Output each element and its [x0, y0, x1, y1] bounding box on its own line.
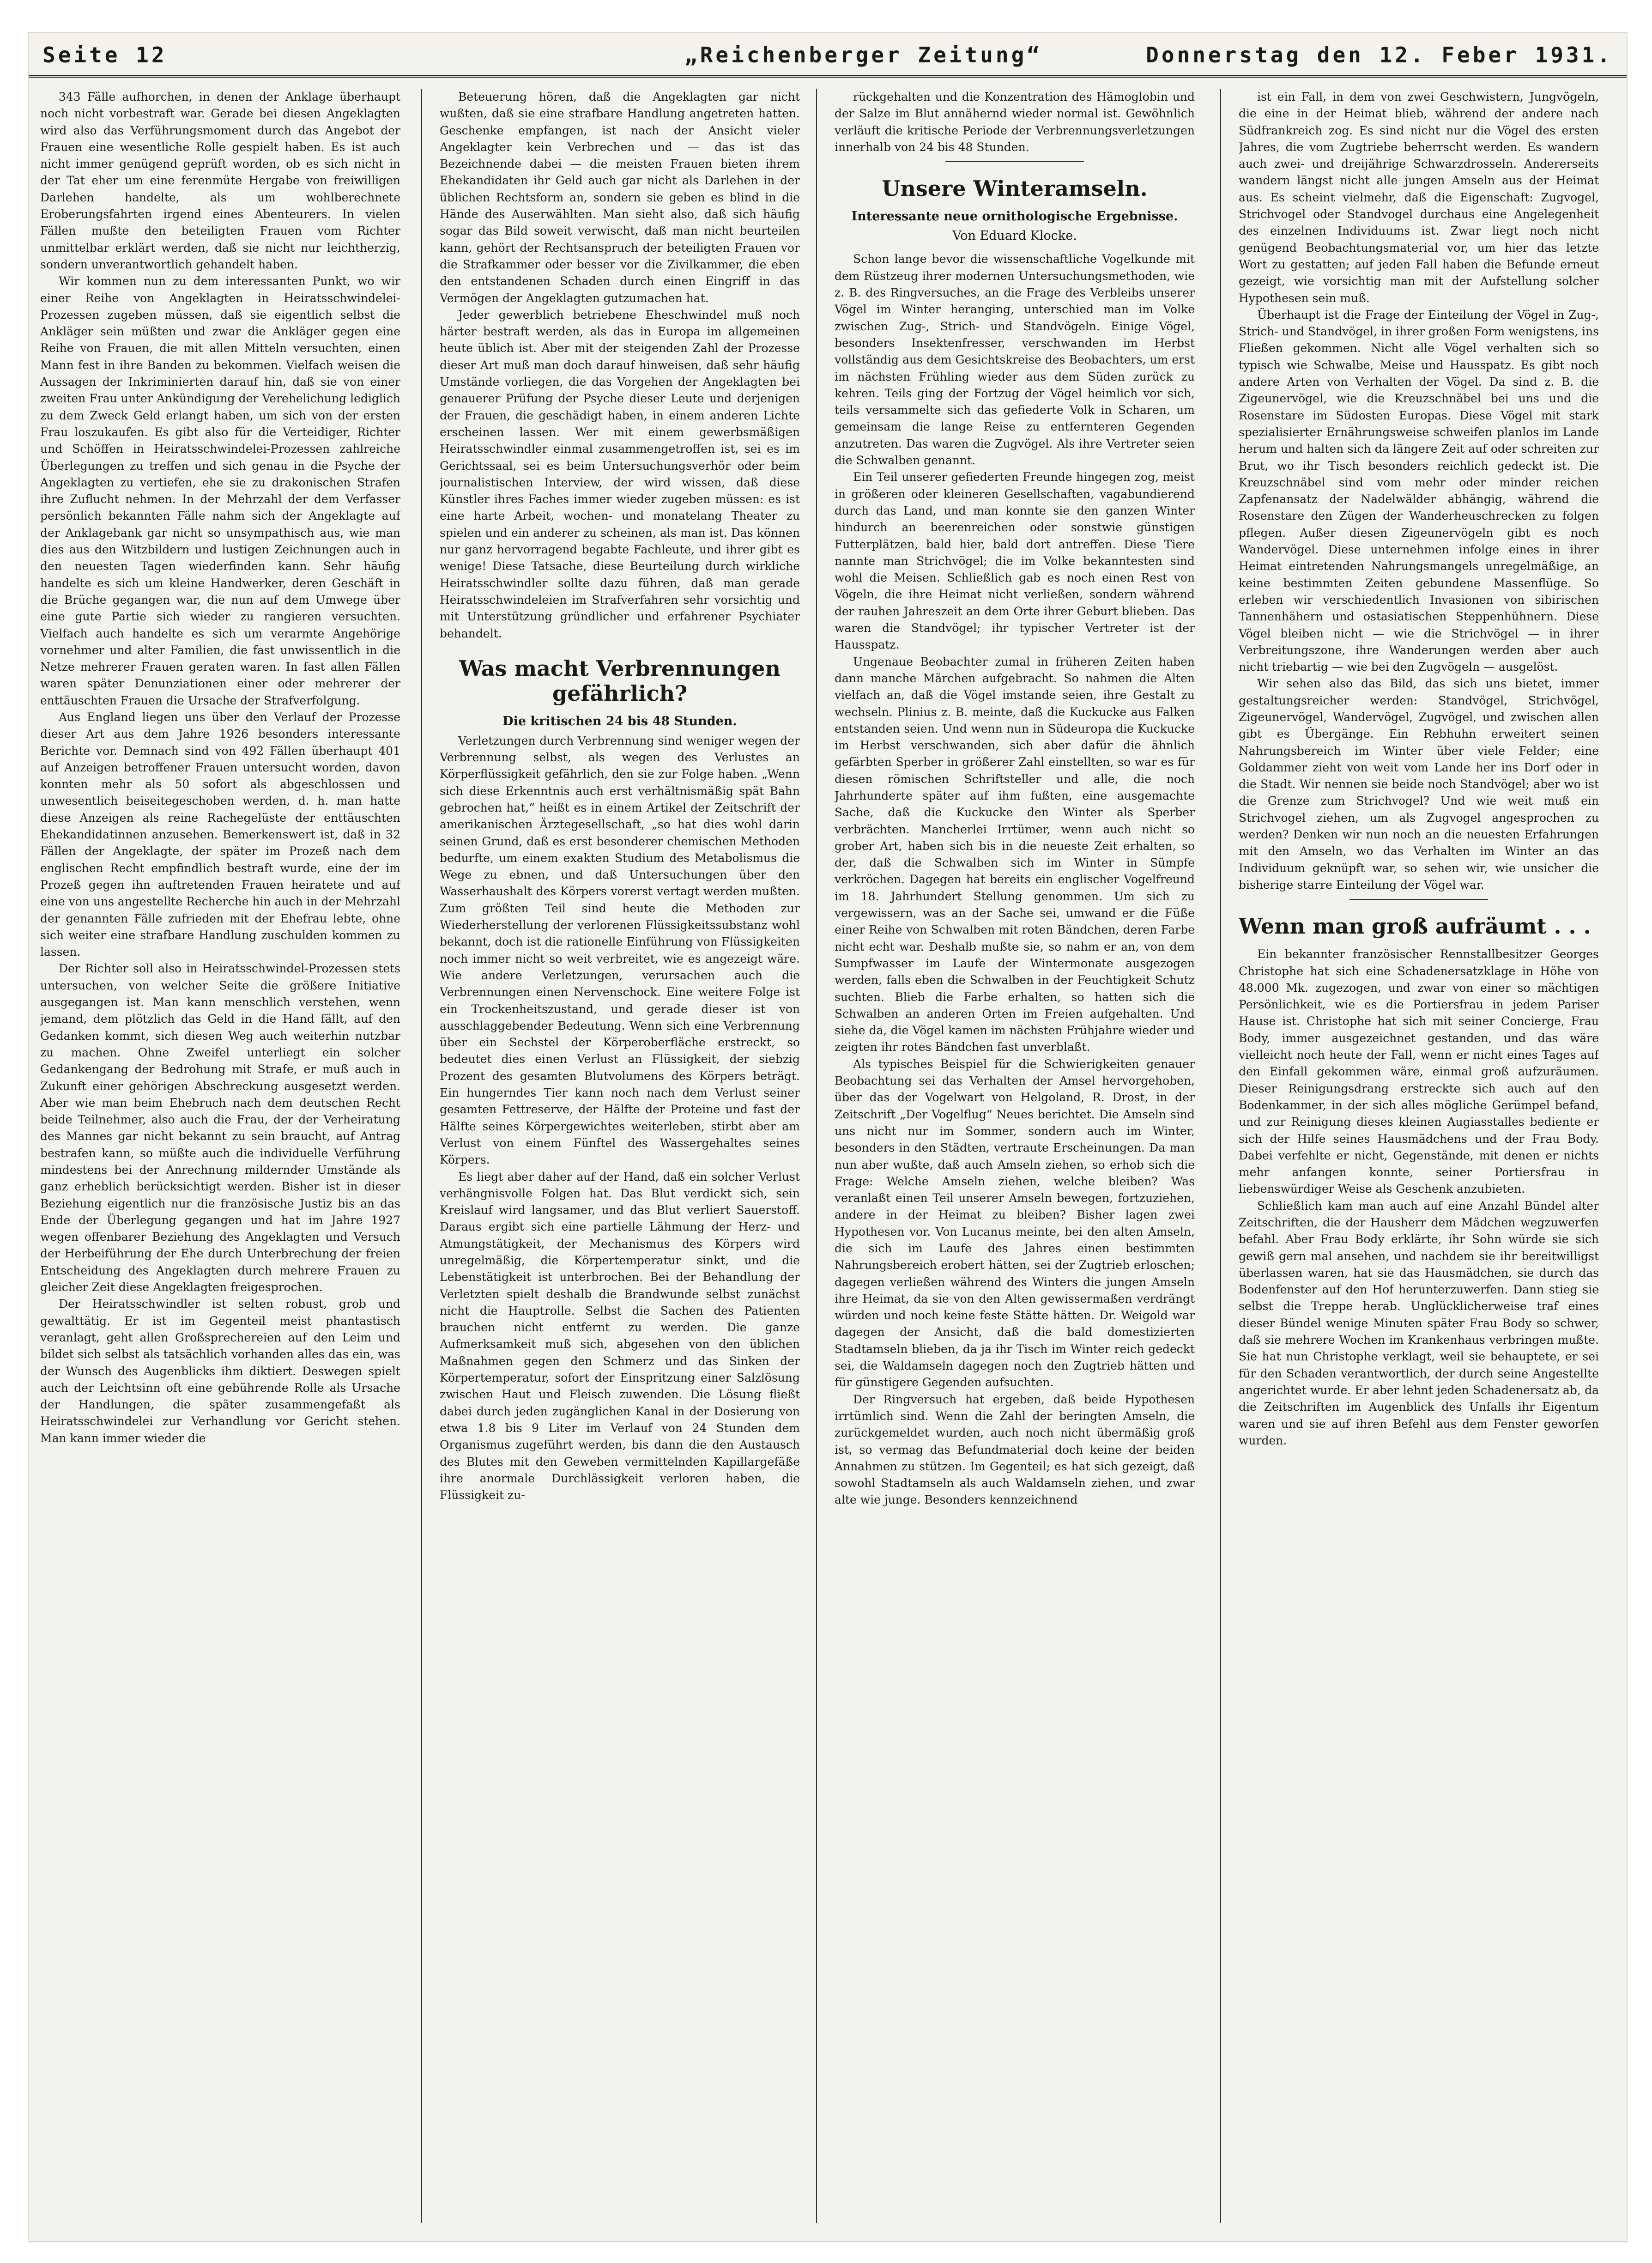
- paragraph: Der Richter soll also in Heiratsschwindel-Prozessen stets untersuchen, von welcher Seite die größere Initiative ausgegangen ist. Man kann menschlich verstehen, wenn jemand, dem plötzlich das Geld in die Hand fällt, auf den Gedanken kommt, sich diesen Weg auch weiterhin nutzbar zu machen. Ohne Zweifel unterliegt ein solcher Gedankengang der Bedrohung mit Strafe, er muß auch in Zukunft einer gehörigen Abschreckung ausgesetzt werden. Aber wie man beim Ehebruch nach dem deutschen Recht beide Teilnehmer, also auch die Frau, der der Verheiratung des Mannes gar nicht bekannt zu sein braucht, auf Antrag bestrafen kann, so müßte auch die individuelle Verführung mindestens bei der Anrechnung mildernder Umstände als ganz erheblich berücksichtigt werden. Bisher ist in dieser Beziehung eigentlich nur die französische Justiz bis an das Ende der Überlegung gegangen und hat im Jahre 1927 wegen offenbarer Beziehung des Angeklagten und Versuch der Herbeiführung der Ehe durch Unterbrechung der freien Entscheidung des Angeklagten durch mehrere Frauen zu gleicher Zeit diese Angeklagten freigesprochen.: [40, 962, 400, 1294]
- column-4: [1239, 89, 1599, 2223]
- newspaper-page: [28, 32, 1628, 2242]
- column-2: [440, 89, 800, 2223]
- paragraph: Als typisches Beispiel für die Schwierigkeiten genauer Beobachtung sei das Verhalten der Amsel hervorgehoben, über das der Vogelwart von Helgoland, R. Drost, in der Zeitschrift „Der Vogelflug“ Neues berichtet. Die Amseln sind uns nicht nur im Sommer, sondern auch im Winter, besonders in den Städten, vertraute Erscheinungen. Da man nun aber wußte, daß auch Amseln ziehen, so erhob sich die Frage: Welche Amseln ziehen, welche bleiben? Was veranlaßt einen Teil unserer Amseln bewegen, fortzuziehen, andere in der Heimat zu bleiben? Bisher lagen zwei Hypothesen vor. Von Lucanus meinte, bei den alten Amseln, die sich im Laufe des Jahres einen bestimmten Nahrungsbereich erobert hätten, sei der Zugtrieb erloschen; dagegen verließen während des Winters die jungen Amseln ihre Heimat, da sie von den Alten gewissermaßen verdrängt würden und noch keine feste Stätte hätten. Dr. Weigold war dagegen der Ansicht, daß die bald domestizierten Stadtamseln blieben, da ja ihr Tisch im Winter reich gedeckt sei, die Waldamseln dagegen noch den Zugtrieb hätten und für günstigere Gegenden aufsuchten.: [835, 1057, 1195, 1389]
- article-headline-cleanup: Wenn man groß aufräumt . . .: [1239, 914, 1591, 939]
- article-headline-burns: Was macht Verbrennungen gefährlich?: [459, 655, 781, 706]
- paragraph: Ein bekannter französischer Rennstallbesitzer Georges Christophe hat sich eine Schadenersatzklage in Höhe von 48.000 Mk. zugezogen, und zwar von einer so mächtigen Persönlichkeit, wie es die Portiersfrau in jedem Pariser Hause ist. Christophe hat sich mit seiner Concierge, Frau Body, immer ausgezeichnet gestanden, und das wäre vielleicht noch heute der Fall, wenn er nicht eines Tages auf den Einfall gekommen wäre, einmal groß aufzuräumen. Dieser Reinigungsdrang erstreckte sich auch auf den Bodenkammer, in der sich alles mögliche Gerümpel befand, und zur Reinigung dieses kleinen Augiasstalles bediente er sich der Hilfe seines Hausmädchens und der Frau Body. Dabei verfehlte er nicht, Gegenstände, mit denen er nichts mehr anfangen konnte, seiner Portiersfrau in liebenswürdiger Weise als Geschenk anzubieten.: [1239, 947, 1599, 1196]
- paragraph: Schließlich kam man auch auf eine Anzahl Bündel alter Zeitschriften, die der Hausherr dem Mädchen wegzuwerfen befahl. Aber Frau Body erklärte, ihr Sohn würde sie sich gewiß gern mal ansehen, und nachdem sie ihr bereitwilligst überlassen waren, hat sie das Hausmädchen, sie durch das Bodenfenster auf den Hof herunterzuwerfen. Dann stieg sie selbst die Treppe herab. Unglücklicherweise traf eines dieser Bündel wenige Minuten später Frau Body so schwer, daß sie mehrere Wochen im Krankenhaus verbringen mußte. Sie hat nun Christophe verklagt, weil sie behauptete, er sei für den Schaden verantwortlich, der durch seine Angestellte angerichtet wurde. Er aber lehnt jeden Schadenersatz ab, da die Zeitschriften im Augenblick des Unfalls ihr Eigentum waren und sie auf ihren Befehl aus dem Fenster geworfen wurden.: [1239, 1199, 1599, 1447]
- column-3: [835, 89, 1195, 2223]
- divider: [1349, 899, 1488, 900]
- paragraph: Der Ringversuch hat ergeben, daß beide Hypothesen irrtümlich sind. Wenn die Zahl der beringten Amseln, die zurückgemeldet wurden, auch noch nicht übermäßig groß ist, so vermag das Befundmaterial doch keine der beiden Annahmen zu stützen. Im Gegenteil; es hat sich gezeigt, daß sowohl Stadtamseln als auch Waldamseln ziehen, und zwar alte wie junge. Besonders kennzeichnend: [835, 1392, 1195, 1507]
- paragraph: Der Heiratsschwindler ist selten robust, grob und gewalttätig. Er ist im Gegenteil meist phantastisch veranlagt, geht allen Großsprechereien auf den Leim und bildet sich selbst als tatsächlich vorhanden alles das ein, was der Wunsch des Augenblicks ihm diktiert. Deswegen spielt auch der Leichtsinn oft eine gebührende Rolle als Ursache der Handlungen, die später zusammengefaßt als Heiratsschwindelei zur Verhandlung vor Gericht stehen. Man kann immer wieder die: [40, 1297, 400, 1445]
- masthead: [29, 33, 1627, 78]
- paragraph: 343 Fälle aufhorchen, in denen der Anklage überhaupt noch nicht vorbestraft war. Gerade bei diesen Angeklagten wird also das Verführungsmoment durch das Angebot der Frauen eine wesentliche Rolle gespielt haben. Es ist auch nicht immer genügend geprüft worden, ob es sich nicht in der Tat eher um eine ferenmüte Hergabe von freiwilligen Darlehen handelte, als um wohlberechnete Eroberungsfahrten irgend eines Abenteurers. In vielen Fällen mußte den beteiligten Frauen vom Richter unmittelbar erklärt werden, daß sie nicht nur leichtherzig, sondern unverantwortlich gehandelt haben.: [40, 90, 400, 271]
- newspaper-title: „Reichenberger Zeitung“: [684, 42, 1042, 67]
- paragraph: Wir sehen also das Bild, das sich uns bietet, immer gestaltungsreicher werden: Standvögel, Strichvögel, Zigeunervögel, Wandervögel, Zugvögel, und zwischen allen gibt es Übergänge. Ein Rebhuhn erweitert seinen Nahrungsbereich im Winter über viele Felder; eine Goldammer zieht von weit vom Lande her ins Dorf oder in die Stadt. Wir nennen sie beide noch Standvögel; aber wo ist die Grenze zum Strichvogel? Und wie weit muß ein Strichvogel ziehen, um als Zugvogel angesprochen zu werden? Denken wir nun noch an die neuesten Erfahrungen mit den Amseln, wo das Verhalten im Winter an das Individuum geknüpft war, so sehen wir, wie unsicher die bisherige starre Einteilung der Vögel war.: [1239, 677, 1599, 892]
- column-rule: [816, 89, 817, 2223]
- paragraph: Jeder gewerblich betriebene Eheschwindel muß noch härter bestraft werden, als das in Europa im allgemeinen heute üblich ist. Aber mit der steigenden Zahl der Prozesse dieser Art muß man doch darauf hinweisen, daß sehr häufig Umstände vorliegen, die das Vorgehen der Angeklagten bei genauerer Prüfung der Psyche dieser Leute und derjenigen der Frauen, die geschädigt haben, in einem anderen Lichte erscheinen lassen. Wer mit einem gewerbsmäßigen Heiratsschwindler einmal zusammengetroffen ist, sei es im Gerichtssaal, sei es beim Untersuchungsverhör oder beim journalistischen Interview, der wird wissen, daß diese Künstler ihres Faches immer wieder zugeben müssen: es ist eine harte Arbeit, wochen- und monatelang Theater zu spielen und ein anderer zu scheinen, als man ist. Das können nur ganz hervorragend begabte Fachleute, und ihrer gibt es wenige! Diese Tatsache, diese Beurteilung durch wirkliche Heiratsschwindler sollte dazu führen, daß man gerade Heiratsschwindeleien im Strafverfahren sehr vorsichtig und mit Unterstützung gründlicher und erfahrener Psychiater behandelt.: [440, 308, 800, 640]
- paragraph: Überhaupt ist die Frage der Einteilung der Vögel in Zug-, Strich- und Standvögel, in ihrer großen Form wenigstens, ins Fließen gekommen. Nicht alle Vögel verhalten sich so typisch wie Schwalbe, Meise und Hausspatz. Es gibt noch andere Arten von Verhalten der Vögel. Da sind z. B. die Zigeunervögel, wie die Kreuzschnäbel bei uns und die Rosenstare im Südosten Europas. Diese Vögel mit stark spezialisierter Ernährungsweise schweifen planlos im Lande herum und halten sich da längere Zeit auf oder schreiten zur Brut, wo ihr Tisch besonders reichlich gedeckt ist. Die Kreuzschnäbel sind vom mehr oder minder reichen Zapfenansatz der Nadelwälder abhängig, während die Rosenstare den Zügen der Wanderheuschrecken zu folgen pflegen. Außer diesen Zigeunervögeln gibt es noch Wandervögel. Diese unternehmen infolge eines in ihrer Heimat eintretenden Nahrungsmangels unregelmäßige, an keine bestimmten Zeiten gebundene Massenflüge. So erleben wir verschiedentlich Invasionen von sibirischen Tannenhähern und ostasiatischen Steppenhühnern. Diese Vögel bleiben nicht — wie die Strichvögel — in ihrer Verbreitungszone, ihre Wanderungen werden aber auch nicht triebartig — wie bei den Zugvögeln — ausgelöst.: [1239, 308, 1599, 674]
- paragraph: ist ein Fall, in dem von zwei Geschwistern, Jungvögeln, die eine in der Heimat blieb, während der andere nach Südfrankreich zog. Es sind nicht nur die Vögel des ersten Jahres, die vom Zugtriebe beherrscht werden. Es wandern auch zwei- und dreijährige Schwarzdrosseln. Andererseits wandern längst nicht alle jungen Amseln aus der Heimat aus. Es scheint vielmehr, daß die Eigenschaft: Zugvogel, Strichvogel oder Standvogel durchaus eine Angelegenheit des einzelnen Individuums ist. Zwar liegt noch nicht genügend Beobachtungsmaterial vor, um hier das letzte Wort zu gestatten; auf jeden Fall haben die Befunde erneut gezeigt, wie vorsichtig man mit der Aufstellung solcher Hypothesen sein muß.: [1239, 90, 1599, 305]
- article-byline: Von Eduard Klocke.: [952, 229, 1077, 243]
- page-number: Seite 12: [42, 42, 167, 67]
- divider: [945, 161, 1084, 162]
- article-headline-blackbirds: Unsere Winteramseln.: [882, 176, 1148, 201]
- paragraph: Beteuerung hören, daß die Angeklagten gar nicht wußten, daß sie eine strafbare Handlung angetreten hatten. Geschenke empfangen, ist nach der Ansicht vieler Angeklagter kein Verbrechen und — das ist das Bezeichnende dabei — die meisten Frauen bieten ihrem Ehekandidaten ihr Geld auch gar nicht als Darlehen in der üblichen Rechtsform an, sondern sie geben es blind in die Hände des Auserwählten. Man sieht also, daß sich häufig sogar das Bild soweit verwischt, daß man nicht beurteilen kann, gehört der Rechtsanspruch der beteiligten Frauen vor die Strafkammer oder besser vor die Zivilkammer, die eben den entstandenen Schaden durch einen Eingriff in das Vermögen der Angeklagten gutzumachen hat.: [440, 90, 800, 305]
- paragraph: rückgehalten und die Konzentration des Hämoglobin und der Salze im Blut annähernd wieder normal ist. Gewöhnlich verläuft die kritische Periode der Verbrennungsverletzungen innerhalb von 24 bis 48 Stunden.: [835, 90, 1195, 154]
- paragraph: Verletzungen durch Verbrennung sind weniger wegen der Verbrennung selbst, als wegen des Verlustes an Körperflüssigkeit gefährlich, den sie zur Folge haben. „Wenn sich diese Erkenntnis auch erst verhältnismäßig spät Bahn gebrochen hat,“ heißt es in einem Artikel der Zeitschrift der amerikanischen Ärztegesellschaft, „so hat dies wohl darin seinen Grund, daß es erst besonderer chemischen Methoden bedurfte, um einem exakten Studium des Metabolismus die Wege zu ebnen, und daß Untersuchungen über den Wasserhaushalt des Körpers vorerst vertagt werden mußten. Zum größten Teil sind heute die Methoden zur Wiederherstellung der verlorenen Flüssigkeitssubstanz wohl bekannt, doch ist die rationelle Einführung von Flüssigkeiten noch immer nicht so weit verbreitet, wie es angezeigt wäre. Wie andere Verletzungen, verursachen auch die Verbrennungen einen Nervenschock. Eine weitere Folge ist ein Trockenheitszustand, und gerade dieser ist von ausschlaggebender Bedeutung. Wenn sich eine Verbrennung über ein Sechstel der Körperoberfläche erstreckt, so bedeutet dies einen Verlust an Flüssigkeit, der siebzig Prozent des gesamten Blutvolumens des Körpers beträgt. Ein hungerndes Tier kann noch nach dem Verlust seiner gesamten Fettreserve, der Hälfte der Proteine und fast der Hälfte seines Körpergewichtes weiterleben, stirbt aber am Verlust von einem Fünftel des Wassergehaltes seines Körpers.: [440, 734, 800, 1167]
- paragraph: Ein Teil unserer gefiederten Freunde hingegen zog, meist in größeren oder kleineren Gesellschaften, vagabundierend durch das Land, und man konnte sie den ganzen Winter hindurch an beerenreichen oder sonstwie günstigen Futterplätzen, bald hier, bald dort antreffen. Diese Tiere nannte man Strichvögel; die im Volke bekanntesten sind wohl die Meisen. Schließlich gab es noch einen Rest von Vögeln, die ihre Heimat nicht verließen, sondern während der rauhen Jahreszeit an dem Orte ihrer Geburt blieben. Das waren die Standvögel; ihr typischer Vertreter ist der Hausspatz.: [835, 470, 1195, 652]
- column-1: [40, 89, 400, 2223]
- paragraph: Aus England liegen uns über den Verlauf der Prozesse dieser Art aus dem Jahre 1926 besonders interessante Berichte vor. Demnach sind von 492 Fällen überhaupt 401 auf Anzeigen betroffener Frauen untersucht worden, davon konnten mehr als 50 sofort als abgeschlossen und unwesentlich beiseitegeschoben werden, d. h. man hatte diese Anzeigen als reine Rachegelüste der enttäuschten Ehekandidatinnen anzusehen. Bemerkenswert ist, daß in 32 Fällen der Angeklagte, der später im Prozeß nach dem englischen Recht empfindlich bestraft wurde, eine der im Prozeß gegen ihn auftretenden Frauen heiratete und auf eine von uns angestellte Recherche hin auch in der Mehrzahl der genannten Fälle zufrieden mit der Ehefrau lebte, ohne sich weiter eine strafbare Handlung zuschulden kommen zu lassen.: [40, 710, 400, 959]
- article-subhead-blackbirds: Interessante neue ornithologische Ergebnisse.: [851, 209, 1178, 224]
- column-rule: [1220, 89, 1221, 2223]
- paragraph: Es liegt aber daher auf der Hand, daß ein solcher Verlust verhängnisvolle Folgen hat. Das Blut verdickt sich, sein Kreislauf wird langsamer, und das Blut verliert Sauerstoff. Daraus ergibt sich eine partielle Lähmung der Herz- und Atmungstätigkeit, der Mechanismus des Körpers wird unregelmäßig, die Körpertemperatur sinkt, und die Lebenstätigkeit ist unterbrochen. Bei der Behandlung der Verletzten spielt deshalb die Brandwunde selbst zunächst nicht die Hauptrolle. Selbst die Sachen des Patienten brauchen nicht entfernt zu werden. Die ganze Aufmerksamkeit muß sich, abgesehen von den üblichen Maßnahmen gegen den Schmerz und das Sinken der Körpertemperatur, sofort der Einspritzung einer Salzlösung zwischen Haut und Fleisch zuwenden. Die Lösung fließt dabei durch jeden zugänglichen Kanal in der Dosierung von etwa 1.8 bis 9 Liter im Verlauf von 24 Stunden dem Organismus zugeführt werden, bis dann die den Austausch des Blutes mit den Geweben vermittelnden Kapillargefäße ihre anormale Durchlässigkeit verloren haben, die Flüssigkeit zu-: [440, 1170, 800, 1502]
- column-rule: [421, 89, 422, 2223]
- article-subhead-burns: Die kritischen 24 bis 48 Stunden.: [502, 714, 737, 728]
- paragraph: Schon lange bevor die wissenschaftliche Vogelkunde mit dem Rüstzeug ihrer modernen Untersuchungsmethoden, wie z. B. des Ringversuches, an die Frage des Verbleibs unserer Vögel im Winter heranging, unterschied man im Volke zwischen Zug-, Strich- und Standvögeln. Einige Vögel, besonders Insektenfresser, verschwanden im Herbst vollständig aus dem Gesichtskreise des Beobachters, um erst im nächsten Frühling wieder aus dem Süden zurück zu kehren. Teils ging der Fortzug der Vögel heimlich vor sich, teils versammelte sich das gefiederte Volk in Scharen, um gemeinsam die lange Reise zu entfernteren Gegenden anzutreten. Das waren die Zugvögel. Als ihre Vertreter seien die Schwalben genannt.: [835, 252, 1195, 467]
- paragraph: Ungenaue Beobachter zumal in früheren Zeiten haben dann manche Märchen aufgebracht. So nahmen die Alten vielfach an, daß die Vögel imstande seien, ihre Gestalt zu wechseln. Plinius z. B. meinte, daß die Kuckucke aus Falken entstanden seien. Und wenn nun in Südeuropa die Kuckucke im Herbst verschwanden, sich aber dafür die ähnlich gefärbten Sperber in größerer Zahl einstellten, so war es für diesen römischen Schriftsteller und alle, die noch Jahrhunderte später auf ihm fußten, eine ausgemachte Sache, daß die Kuckucke den Winter als Sperber verbrächten. Mancherlei Irrtümer, wenn auch nicht so grober Art, haben sich bis in die neueste Zeit erhalten, so der, daß die Schwalben sich im Winter in Sümpfe verkröchen. Dagegen hat bereits ein englischer Vogelfreund im 18. Jahrhundert Stellung genommen. Um sich zu vergewissern, was an der Sache sei, umwand er die Füße einer Reihe von Schwalben mit roten Bändchen, deren Farbe nicht echt war. Deshalb mußte sie, so nahm er an, von dem Sumpfwasser im Laufe der Wintermonate ausgezogen werden, falls eben die Schwalben in der Feuchtigkeit Schutz suchten. Blieb die Farbe erhalten, so hatten sich die Schwalben an anderen Orten im Freien aufgehalten. Und siehe da, die Vögel kamen im nächsten Frühjahre wieder und zeigten ihr rotes Bändchen fast unverblaßt.: [835, 655, 1195, 1054]
- issue-date: Donnerstag den 12. Feber 1931.: [1146, 42, 1613, 67]
- paragraph: Wir kommen nun zu dem interessanten Punkt, wo wir einer Reihe von Angeklagten in Heiratsschwindelei-Prozessen zugeben müssen, daß sie eigentlich selbst die Ankläger sein müßten und zwar die Ankläger gegen eine Reihe von Frauen, die mit allen Mitteln versuchten, einen Mann fest in ihre Banden zu bekommen. Vielfach weisen die Aussagen der Inkriminierten darauf hin, daß sie von einer zweiten Frau unter Ankündigung der Verehelichung lediglich zu dem Zweck Geld erlangt haben, um sich von der ersten Frau loszukaufen. Es gibt also für die Verteidiger, Richter und Schöffen in Heiratsschwindelei-Prozessen zahlreiche Überlegungen zu treffen und sich genau in die Psyche der Angeklagten zu vertiefen, ehe sie zu drakonischen Strafen ihre Zuflucht nehmen. In der Mehrzahl der dem Verfasser persönlich bekannten Fälle nahm sich der Angeklagte auf der Anklagebank gar nicht so unsympathisch aus, wie man dies aus den Witzbildern und lustigen Zeichnungen auch in den neuesten Tagen wiederfinden kann. Sehr häufig handelte es sich um kleine Handwerker, deren Geschäft in die Brüche gegangen war, die nun auf dem Umwege über eine gute Partie sich wieder zu rangieren versuchten. Vielfach auch handelte es sich um verarmte Angehörige vornehmer und alter Familien, die fast unwissentlich in die Netze mehrerer Frauen geraten waren. In fast allen Fällen waren später Denunziationen einer oder mehrerer der enttäuschten Frauen die Ursache der Strafverfolgung.: [40, 274, 400, 707]
